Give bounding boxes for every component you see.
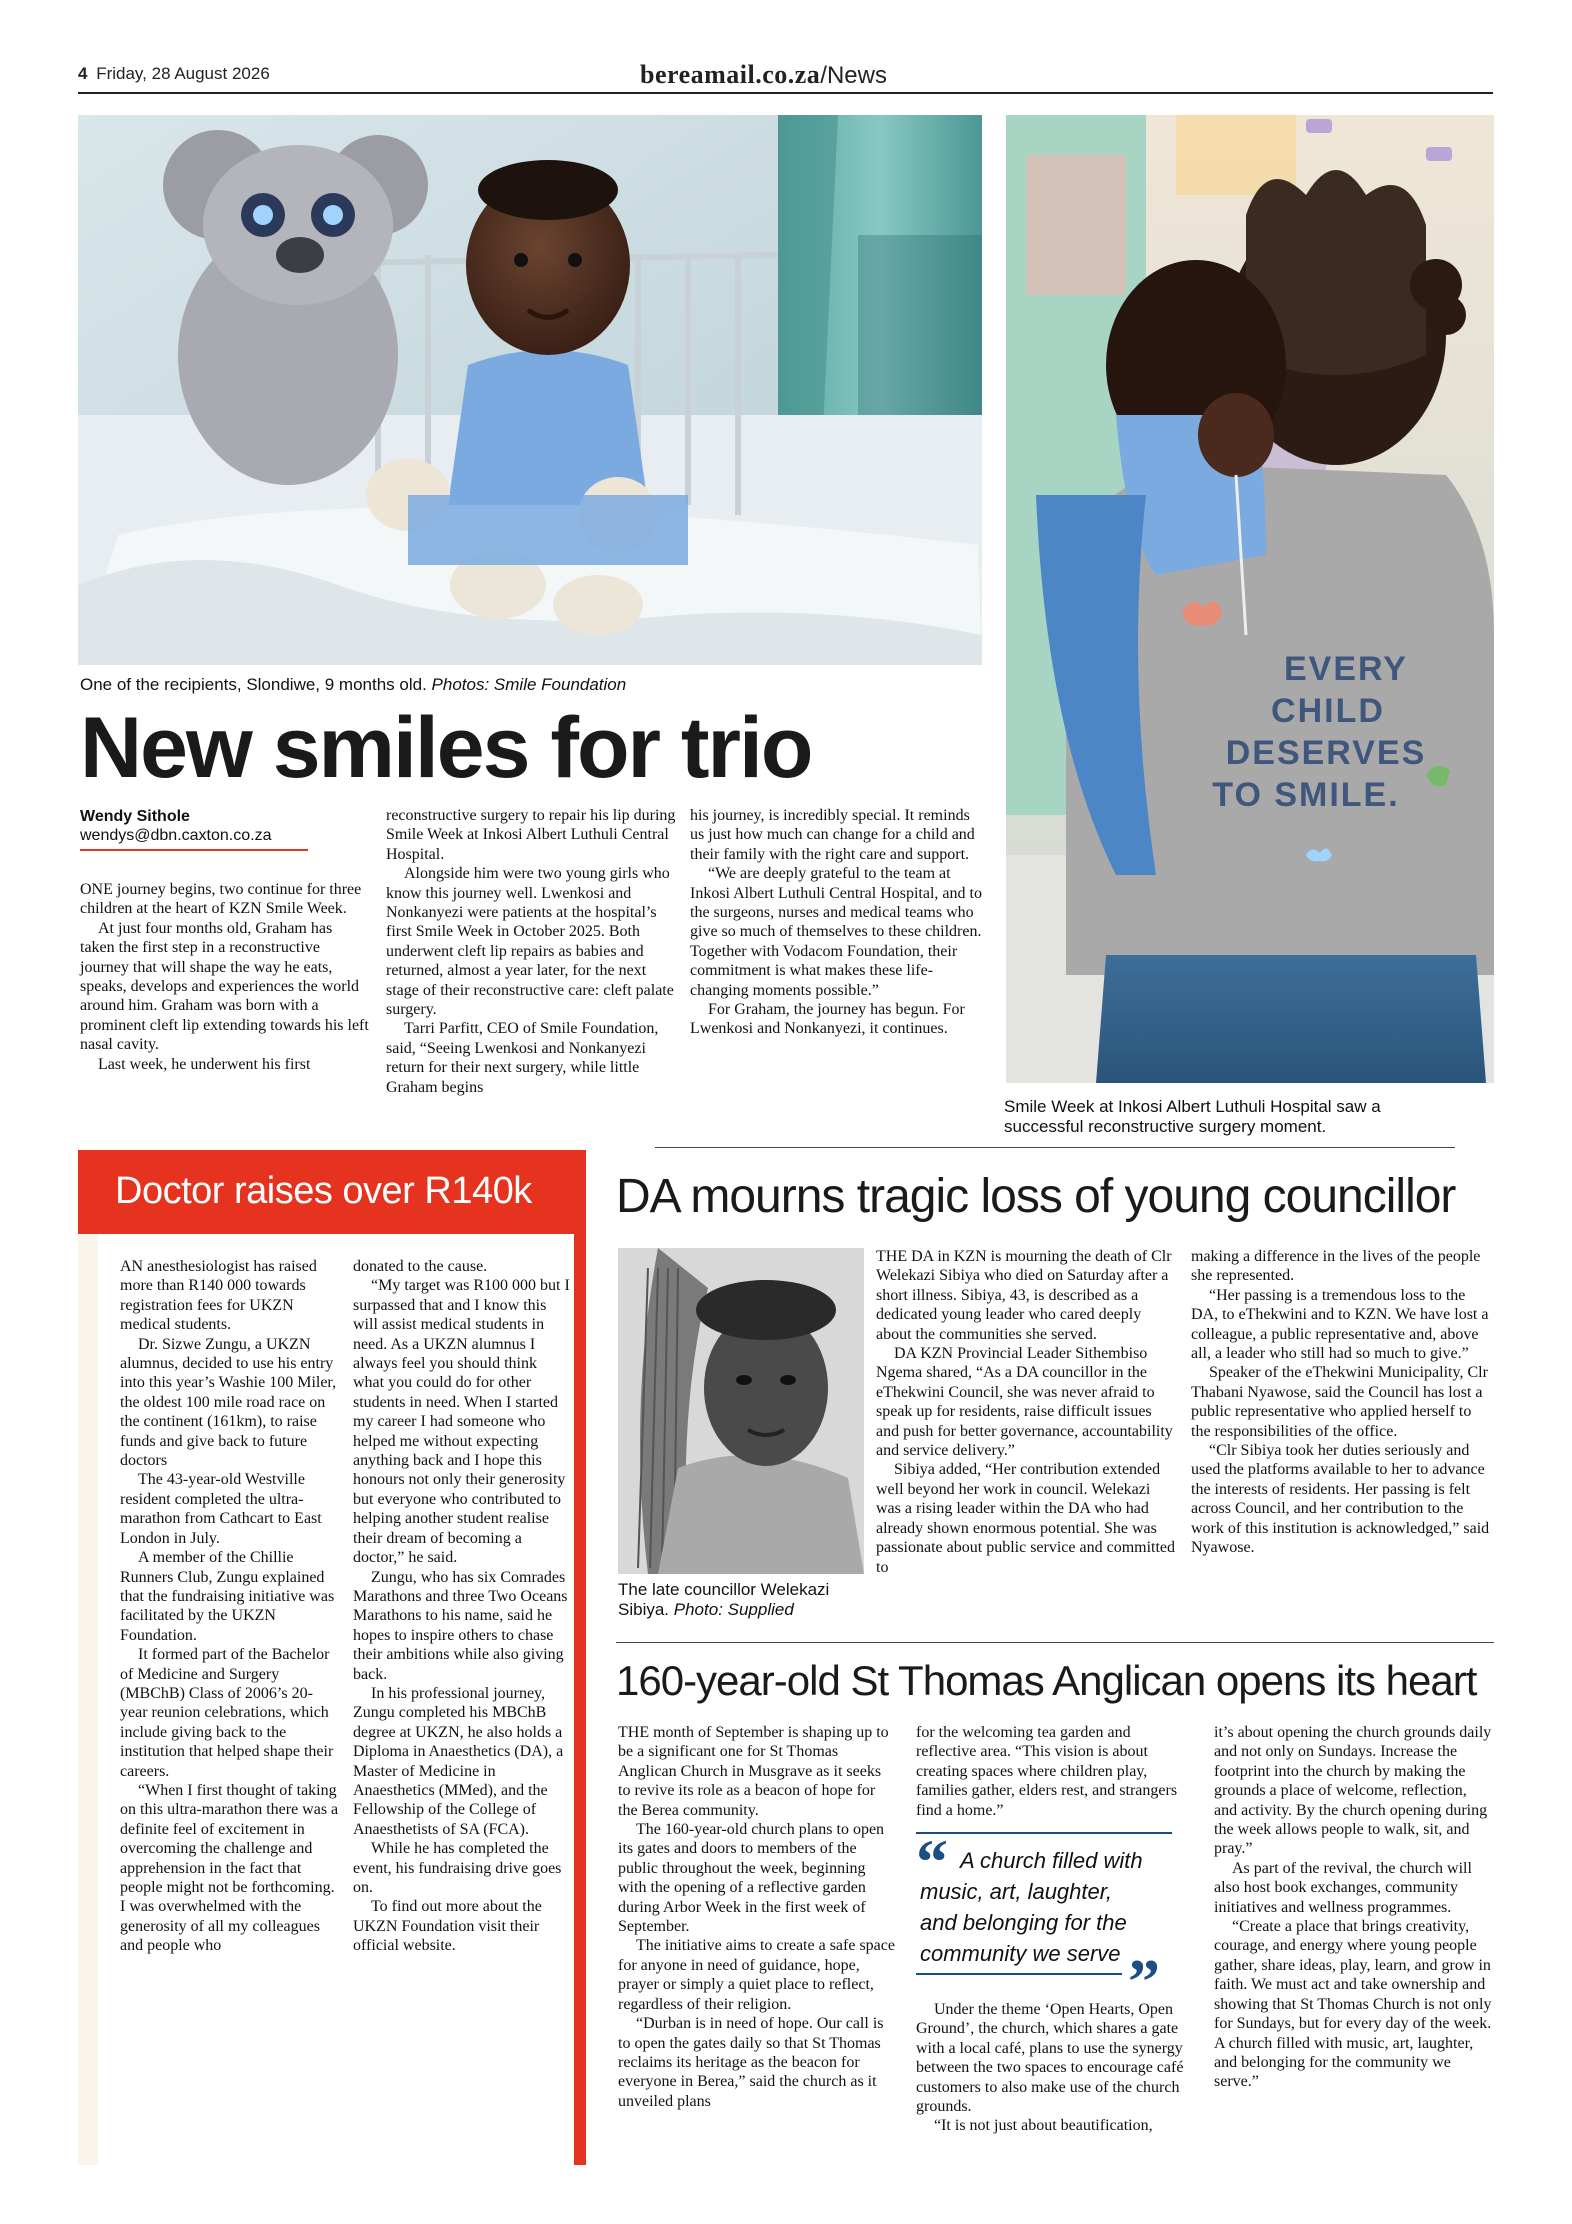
story2-col2-para: In his professional journey, Zungu completed his MBChB degree at UKZN, he also holds a Diploma in Anaesthetics (DA), a Master of Medicine in Anaesthetics (MMed), and the Fellowship of the College of Anaesthetists of SA (FCA). (353, 1684, 564, 1838)
story1-col3-para: “We are deeply grateful to the team at Inkosi Albert Luthuli Central Hospital, and to the surgeons, nurses and medical teams who give so much of themselves to these children. Together with Vodacom Foundation, their commitment is what makes these life-changing moments possible.” (690, 865, 982, 999)
photo-hug-caption-line2: successful reconstructive surgery moment. (1004, 1117, 1327, 1136)
story4-column-3 (1214, 1723, 1492, 2092)
header-rule (78, 92, 1493, 94)
pullquote-bottom-rule (916, 1973, 1122, 1975)
pullquote-line4: community we serve (920, 1941, 1121, 1966)
shirt-text-line1: EVERY (1283, 650, 1409, 688)
photo-baby-koala (78, 115, 982, 665)
story1-col2-para: Tarri Parfitt, CEO of Smile Foundation, said, “Seeing Lwenkosi and Nonkanyezi return for their next surgery, while little Graham begins (386, 1020, 659, 1096)
story4-headline: 160-year-old St Thomas Anglican opens its heart (616, 1657, 1477, 1704)
masthead-site[interactable]: bereamail.co.za (640, 60, 821, 89)
shirt-text-line3: DESERVES (1225, 734, 1427, 772)
story1-col1-para: At just four months old, Graham has taken the first step in a reconstructive journey that will shape the way he eats, speaks, develops and experiences the world around him. Graham was born with a prominent cleft lip extending towards his left nasal cavity. (80, 919, 369, 1054)
story2-col2-para: donated to the cause. (353, 1258, 488, 1275)
masthead-section: /News (820, 62, 887, 89)
story2-col1-para: A member of the Chillie Runners Club, Zungu explained that the fundraising initiative was facilitated by the UKZN Foundation. (120, 1549, 335, 1644)
story2-col2-para: Zungu, who has six Comrades Marathons and three Two Oceans Marathons to his name, said he hopes to inspire others to chase their ambitions while also giving back. (353, 1568, 568, 1683)
story3-col1-para: Sibiya added, “Her contribution extended well beyond her work in council. Welekazi was a rising leader within the DA who had already shown enormous potential. She was passionate about public service and committed to (876, 1461, 1176, 1576)
story4-col1-para: The initiative aims to create a safe space for anyone in need of guidance, hope, prayer or simply a quiet place to reflect, regardless of their religion. (618, 1937, 895, 2013)
page-number: 4 (78, 64, 88, 83)
photo-baby-credit: Photos: Smile Foundation (431, 675, 627, 694)
masthead (640, 60, 887, 90)
story4-col3-para: it’s about opening the church grounds daily and not only on Sundays. Increase the footprint into the church by making the grounds a place of welcome, reflection, and activity. By the church opening during the week allows people to walk, sit, and pray.” (1214, 1724, 1492, 1858)
story2-col2-para: “My target was R100 000 but I surpassed that and I know this will assist medical students in need. As a UKZN alumnus I always feel you should think what you could do for other students in need. When I started my career I had someone who helped me without expecting anything back and I hope this honours not only their generosity but everyone who contributed to helping another student realise their dream of becoming a doctor,” he said. (353, 1277, 570, 1567)
story2-column-2 (353, 1257, 571, 1956)
pullquote-line2: music, art, laughter, (920, 1879, 1112, 1904)
story1-column-2 (386, 806, 678, 1097)
photo-hug (1006, 115, 1494, 1083)
story4-col2-para: Under the theme ‘Open Hearts, Open Ground’, the church, which shares a gate with a local café, plans to use the synergy between the two spaces to encourage café customers to also make use of the church grounds. (916, 2001, 1184, 2116)
box-right-border (574, 1234, 586, 2165)
photo-councillor-caption-text: The late councillor Welekazi Sibiya. (618, 1580, 830, 1619)
story2-col1-para: “When I first thought of taking on this ultra-marathon there was a definite feel of excitement in overcoming the challenge and apprehension in the fact that people might not be forthcoming. I was overwhelmed with the generosity of all my colleagues and people who (120, 1781, 339, 1955)
story4-column-1 (618, 1723, 896, 2111)
box-left-margin (78, 1234, 98, 2165)
pullquote-line3: and belonging for the (920, 1910, 1127, 1935)
story4-col3-para: As part of the revival, the church will also host book exchanges, community initiatives and wellness programmes. (1214, 1859, 1472, 1916)
story1-col1-para: ONE journey begins, two continue for three children at the heart of KZN Smile Week. (80, 881, 362, 918)
story3-col2-para: making a difference in the lives of the people she represented. (1191, 1248, 1481, 1285)
story2-col1-para: The 43-year-old Westville resident completed the ultra-marathon from Cathcart to East London in July. (120, 1471, 322, 1547)
story4-column-2-bottom (916, 2000, 1192, 2136)
section-rule (655, 1147, 1455, 1148)
story1-col1-para: Last week, he underwent his first (98, 1055, 311, 1073)
story1-headline: New smiles for trio (80, 700, 812, 796)
section-rule (616, 1642, 1494, 1643)
story3-col1-para: THE DA in KZN is mourning the death of Clr Welekazi Sibiya who died on Saturday after a short illness. Sibiya, 43, is described as a dedicated young leader who cared deeply about the communities she served. (876, 1248, 1172, 1343)
story3-col2-para: “Her passing is a tremendous loss to the DA, to eThekwini and to KZN. We have lost a colleague, a public representative and, above all, a leader who still had so much to give.” (1191, 1286, 1489, 1363)
photo-councillor-image (618, 1248, 864, 1574)
story4-col1-para: “Durban is in need of hope. Our call is to open the gates daily so that St Thomas reclaims its heritage as the beacon for everyone in Berea,” said the church as it unveiled plans (618, 2015, 884, 2110)
story1-col3-para: his journey, is incredibly special. It reminds us just how much can change for a child and their family with the right care and support. (690, 807, 975, 863)
fundraiser-headline-bar (78, 1150, 586, 1234)
photo-baby-caption (80, 675, 980, 695)
story1-col2-para: reconstructive surgery to repair his lip during Smile Week at Inkosi Albert Luthuli Central Hospital. (386, 807, 676, 863)
story3-col2-para: “Clr Sibiya took her duties seriously and used the platforms available to her to advance the interests of residents. Her passing is felt across Council, and her contribution to the work of this institution is acknowledged,” said Nyawose. (1191, 1442, 1490, 1557)
photo-councillor (618, 1248, 864, 1574)
story3-column-1 (876, 1247, 1176, 1577)
story1-column-3 (690, 806, 982, 1039)
story4-col1-para: THE month of September is shaping up to be a significant one for St Thomas Anglican Church in Musgrave as it seeks to revive its role as a beacon of hope for the Berea community. (618, 1724, 889, 1819)
photo-hug-caption-line1: Smile Week at Inkosi Albert Luthuli Hospital saw a (1004, 1097, 1381, 1116)
story4-col1-para: The 160-year-old church plans to open its gates and doors to members of the public throughout the week, beginning with the opening of a reflective garden during Arbor Week in the first week of September. (618, 1821, 885, 1936)
photo-hug-caption (1004, 1097, 1494, 1137)
story1-byline-name: Wendy Sithole (80, 808, 190, 825)
story4-col3-para: “Create a place that brings creativity, courage, and energy where young people gather, share ideas, play, learn, and grow in faith. We must act and take ownership and showing that St Thomas Church is not only for Sundays, but for every day of the week. A church filled with music, art, laughter, and belonging for the community we serve.” (1214, 1918, 1492, 2091)
story2-col1-para: It formed part of the Bachelor of Medicine and Surgery (MBChB) Class of 2006’s 20-year reunion celebrations, which include giving back to the institution that helped shape their careers. (120, 1646, 334, 1780)
shirt-text-line4: TO SMILE. (1212, 776, 1400, 814)
story1-column-1 (80, 880, 370, 1074)
page-folio (78, 64, 270, 84)
story2-headline: Doctor raises over R140k (115, 1170, 532, 1212)
story1-col2-para: Alongside him were two young girls who know this journey well. Lwenkosi and Nonkanyezi were patients at the hospital’s first Smile Week in October 2025. Both underwent cleft lip repairs as babies and returned, almost a year later, for the next stage of their reconstructive care: cleft palate surgery. (386, 865, 674, 1019)
photo-hug-image (1006, 115, 1494, 1083)
story2-col1-para: Dr. Sizwe Zungu, a UKZN alumnus, decided to use his entry into this year’s Washie 100 Miler, the oldest 100 mile road race on the continent (161km), to raise funds and give back to future doctors (120, 1335, 337, 1470)
story4-column-2-top (916, 1723, 1192, 1820)
photo-councillor-credit: Photo: Supplied (673, 1600, 794, 1619)
story2-col1-para: AN anesthesiologist has raised more than R140 000 towards registration fees for UKZN medical students. (120, 1258, 317, 1334)
story2-col2-para: While he has completed the event, his fundraising drive goes on. (353, 1840, 562, 1896)
story4-col2-para: “It is not just about beautification, (934, 2117, 1153, 2135)
story3-col1-para: DA KZN Provincial Leader Sithembiso Ngema shared, “As a DA councillor in the eThekwini Council, she was never afraid to speak up for residents, raise difficult issues and push for better governance, accountability and service delivery.” (876, 1345, 1173, 1460)
issue-date: Friday, 28 August 2026 (96, 64, 270, 83)
story2-column-1 (120, 1257, 340, 1956)
shirt-text-line2: CHILD (1271, 692, 1385, 730)
story1-col3-para: For Graham, the journey has begun. For Lwenkosi and Nonkanyezi, it continues. (690, 1001, 965, 1038)
pullquote-line1: A church filled with (960, 1848, 1143, 1873)
story3-headline: DA mourns tragic loss of young councillor (616, 1170, 1456, 1223)
story2-col2-para: To find out more about the UKZN Foundation visit their official website. (353, 1898, 542, 1955)
photo-baby-caption-text: One of the recipients, Slondiwe, 9 months old. (80, 675, 427, 694)
story4-col2-para: for the welcoming tea garden and reflective area. “This vision is about creating spaces where children play, families gather, elders rest, and strangers find a home.” (916, 1724, 1178, 1819)
story3-column-2 (1191, 1247, 1491, 1558)
pullquote-top-rule (916, 1832, 1172, 1834)
byline-underline (80, 849, 308, 851)
photo-councillor-caption (618, 1580, 864, 1620)
close-quote-icon: ” (1128, 1946, 1160, 2017)
open-quote-icon: “ (916, 1826, 948, 1897)
photo-baby-koala-image (78, 115, 982, 665)
story1-byline-email[interactable]: wendys@dbn.caxton.co.za (80, 827, 272, 844)
story3-col2-para: Speaker of the eThekwini Municipality, Clr Thabani Nyawose, said the Council has lost a public representative who applied herself to the responsibilities of the office. (1191, 1364, 1488, 1440)
